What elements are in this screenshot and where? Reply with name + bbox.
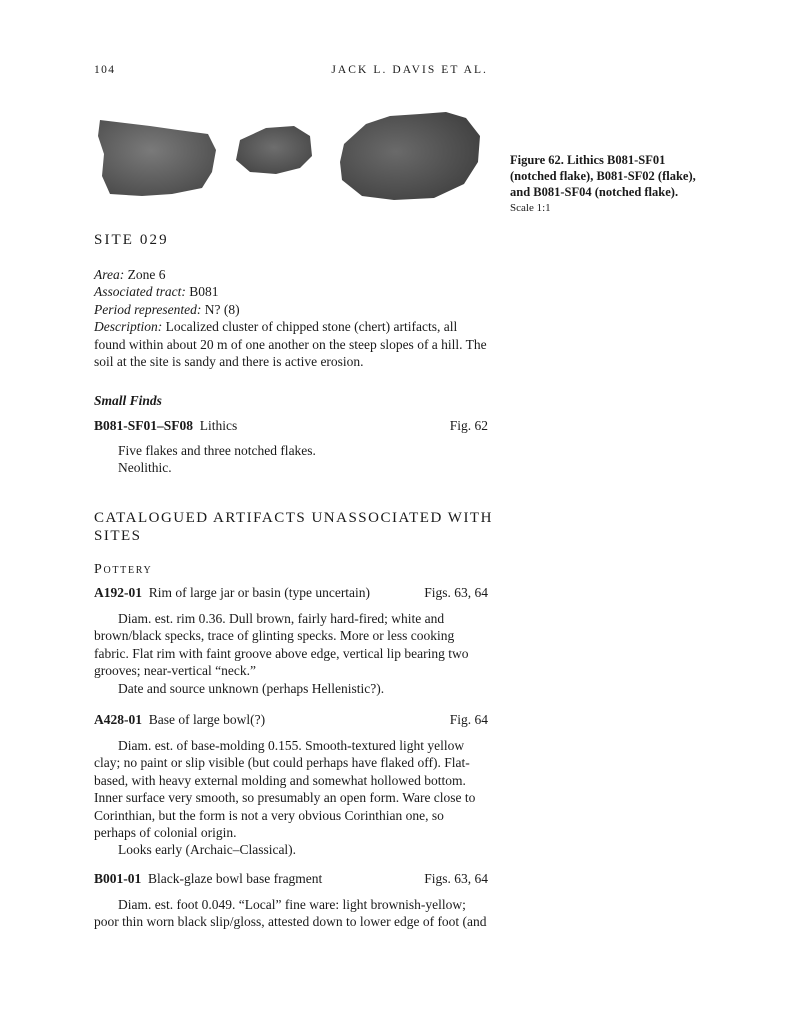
area-line [94, 266, 488, 283]
small-finds-line: Five flakes and three notched flakes. [118, 443, 316, 458]
lithics-photograph [90, 106, 490, 206]
catalogue-entry-head [94, 585, 488, 601]
catalogue-entry-head [94, 712, 488, 728]
site-details [94, 266, 488, 370]
entry-fig: Figs. 63, 64 [424, 871, 488, 886]
description-line [94, 318, 488, 370]
period-label: Period represented: [94, 301, 202, 317]
description-value: Localized cluster of chipped stone (chert) artifacts, all found within about 20 m of one another on the steep slopes of a hill. The soil at the site is sandy and there is active erosion. [94, 319, 487, 370]
figure-caption-text: Figure 62. Lithics B081-SF01 (notched flake), B081-SF02 (flake), and B081-SF04 (notched flake). [510, 153, 696, 199]
small-finds-heading: Small Finds [94, 393, 162, 408]
area-value: Zone 6 [127, 267, 166, 282]
entry-title: Black-glaze bowl base fragment [148, 871, 323, 886]
pottery-subheading: Pottery [94, 562, 153, 577]
tract-label: Associated tract: [94, 284, 186, 300]
tract-value: B081 [189, 284, 219, 300]
entry-id: A428-01 [94, 712, 142, 727]
entry-paragraph: Diam. est. of base-molding 0.155. Smooth-textured light yellow clay; no paint or slip visible (but could perhaps have flaked off). Flat-based, with heavy external molding and somewhat hollowed bottom. Inner surface very smooth, so presumably an open form. Ware close to Corinthian, but the form is not a very obvious Corinthian one, so perhaps of colonial origin. [94, 738, 476, 841]
period-line [94, 301, 488, 318]
period-value: N? (8) [204, 301, 240, 317]
entry-id: B081-SF01–SF08 [94, 418, 194, 433]
small-finds-line: Neolithic. [118, 460, 172, 476]
entry-id: A192-01 [94, 585, 142, 600]
entry-paragraph: Diam. est. rim 0.36. Dull brown, fairly hard-fired; white and brown/black specks, trace of glinting specks. More or less cooking fabric. Flat rim with faint groove above edge, vertical lip bearing two grooves; near-vertical “neck.” [94, 611, 469, 679]
entry-title: Lithics [199, 418, 238, 433]
entry-id: B001-01 [94, 871, 142, 886]
tract-line [94, 283, 488, 300]
flake-2 [236, 126, 312, 174]
site-heading: SITE 029 [94, 232, 169, 248]
catalogue-entry-body [94, 896, 488, 931]
entry-fig: Fig. 64 [449, 712, 488, 727]
catalogue-entry-body [94, 737, 488, 859]
catalogue-heading: CATALOGUED ARTIFACTS UNASSOCIATED WITH SITES [94, 510, 493, 544]
notched-flake-1 [98, 120, 216, 196]
figure-scale: Scale 1:1 [510, 202, 551, 214]
entry-paragraph: Looks early (Archaic–Classical). [118, 842, 297, 858]
small-finds-body [118, 442, 488, 477]
catalogue-entry-head [94, 871, 488, 887]
entry-fig: Figs. 63, 64 [424, 585, 488, 600]
entry-title: Base of large bowl(?) [148, 712, 266, 727]
catalogue-entry-body [94, 610, 488, 697]
figure-caption [510, 152, 710, 216]
entry-paragraph: Diam. est. foot 0.049. “Local” fine ware: light brownish-yellow; poor thin worn black slip/gloss, attested down to lower edge of foot (and [94, 897, 487, 930]
small-finds-entry-head [94, 418, 488, 434]
entry-title: Rim of large jar or basin (type uncertain) [148, 585, 371, 600]
page-number: 104 [94, 64, 116, 76]
notched-flake-3 [340, 112, 480, 200]
entry-paragraph: Date and source unknown (perhaps Hellenistic?). [118, 680, 385, 696]
area-label: Area: [94, 267, 125, 282]
description-label: Description: [94, 319, 163, 335]
running-head: JACK L. DAVIS ET AL. [331, 64, 488, 76]
entry-fig: Fig. 62 [449, 418, 488, 433]
